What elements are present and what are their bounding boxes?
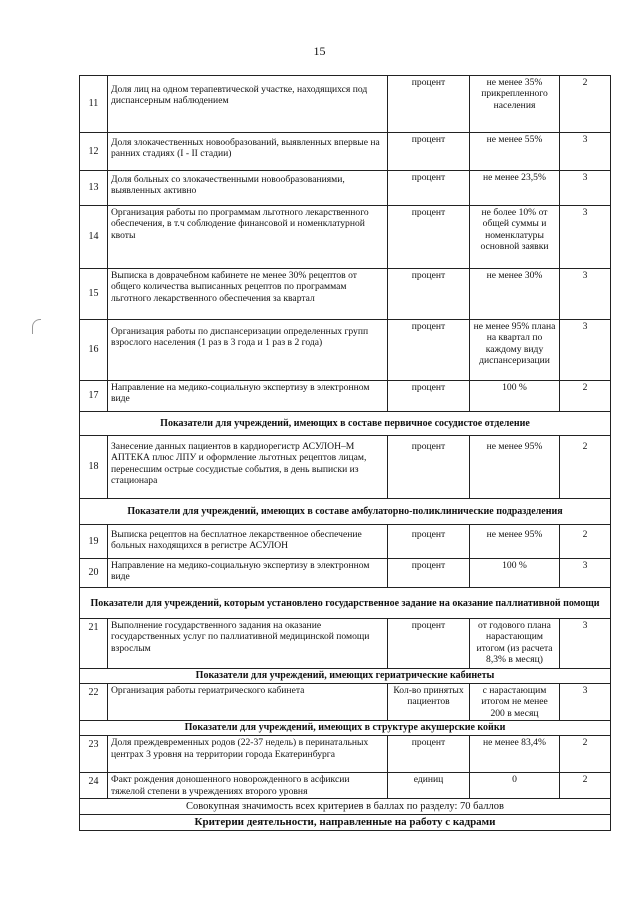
criterion-points: 3	[560, 206, 611, 269]
criteria-table	[79, 75, 611, 831]
criterion-name: Выписка в доврачебном кабинете не менее 30% рецептов от общего количества выписанных рецептов по программам льготного лекарственного обеспечения за квартал	[108, 269, 388, 320]
row-number: 12	[80, 133, 108, 171]
row-number: 16	[80, 320, 108, 381]
criterion-name: Факт рождения доношенного новорожденного в асфиксии тяжелой степени в учреждениях второго уровня	[108, 773, 388, 799]
criterion-points: 3	[560, 559, 611, 588]
row-number: 14	[80, 206, 108, 269]
row-number: 23	[80, 736, 108, 773]
section-heading: Показатели для учреждений, имеющих в составе первичное сосудистое отделение	[80, 412, 611, 436]
table-row	[80, 76, 611, 133]
section-row	[80, 499, 611, 525]
criterion-unit: процент	[388, 436, 470, 499]
section-heading: Показатели для учреждений, которым установлено государственное задание на оказание паллиативной помощи	[80, 588, 611, 619]
table-row	[80, 436, 611, 499]
criterion-unit: процент	[388, 619, 470, 669]
section-heading: Показатели для учреждений, имеющих в структуре акушерские койки	[80, 721, 611, 736]
total-row	[80, 799, 611, 815]
next-section-heading: Критерии деятельности, направленные на работу с кадрами	[80, 815, 611, 831]
criterion-norm: не более 10% от общей суммы и номенклатуры основной заявки	[470, 206, 560, 269]
criterion-points: 3	[560, 133, 611, 171]
criterion-unit: процент	[388, 736, 470, 773]
criterion-name: Организация работы по программам льготного лекарственного обеспечения, в т.ч соблюдение финансовой и номенклатурной квоты	[108, 206, 388, 269]
row-number: 18	[80, 436, 108, 499]
criterion-name: Выписка рецептов на бесплатное лекарственное обеспечение больных находящихся в регистре АСУЛОН	[108, 525, 388, 559]
criterion-points: 3	[560, 619, 611, 669]
criterion-norm: не менее 83,4%	[470, 736, 560, 773]
table-row	[80, 559, 611, 588]
criterion-name: Доля злокачественных новообразований, выявленных впервые на ранних стадиях (I - II стадии)	[108, 133, 388, 171]
criterion-unit: процент	[388, 133, 470, 171]
row-number: 15	[80, 269, 108, 320]
criterion-name: Направление на медико-социальную экспертизу в электронном виде	[108, 559, 388, 588]
table-row	[80, 773, 611, 799]
table-row	[80, 684, 611, 721]
criterion-norm: не менее 95% плана на квартал по каждому виду диспансеризации	[470, 320, 560, 381]
criterion-unit: процент	[388, 171, 470, 206]
criterion-unit: Кол-во принятых пациентов	[388, 684, 470, 721]
table-row	[80, 736, 611, 773]
criterion-norm: 100 %	[470, 381, 560, 412]
section-row	[80, 721, 611, 736]
criterion-name: Организация работы по диспансеризации определенных групп взрослого населения (1 раз в 3 года и 1 раз в 2 года)	[108, 320, 388, 381]
criterion-unit: процент	[388, 76, 470, 133]
row-number: 20	[80, 559, 108, 588]
criterion-points: 3	[560, 684, 611, 721]
criterion-unit: процент	[388, 269, 470, 320]
table-row	[80, 206, 611, 269]
criterion-unit: единиц	[388, 773, 470, 799]
total-score: Совокупная значимость всех критериев в баллах по разделу: 70 баллов	[80, 799, 611, 815]
criterion-norm: 0	[470, 773, 560, 799]
row-number: 11	[80, 76, 108, 133]
criterion-norm: 100 %	[470, 559, 560, 588]
criterion-points: 3	[560, 269, 611, 320]
criterion-norm: не менее 95%	[470, 525, 560, 559]
section-heading: Показатели для учреждений, имеющих гериатрические кабинеты	[80, 669, 611, 684]
criterion-unit: процент	[388, 320, 470, 381]
criterion-norm: от годового плана нарастающим итогом (из расчета 8,3% в месяц)	[470, 619, 560, 669]
section-heading: Показатели для учреждений, имеющих в составе амбулаторно-поликлинические подразделения	[80, 499, 611, 525]
table-row	[80, 269, 611, 320]
criterion-norm: не менее 30%	[470, 269, 560, 320]
table-row	[80, 619, 611, 669]
criterion-points: 3	[560, 171, 611, 206]
row-number: 17	[80, 381, 108, 412]
row-number: 19	[80, 525, 108, 559]
criterion-points: 2	[560, 76, 611, 133]
table-row	[80, 381, 611, 412]
section-row	[80, 815, 611, 831]
criterion-points: 2	[560, 773, 611, 799]
scan-mark	[32, 319, 41, 334]
row-number: 21	[80, 619, 108, 669]
page-number: 15	[313, 44, 326, 58]
criterion-points: 3	[560, 320, 611, 381]
table-row	[80, 320, 611, 381]
table-row	[80, 133, 611, 171]
table-row	[80, 171, 611, 206]
criterion-name: Организация работы гериатрического кабинета	[108, 684, 388, 721]
criterion-unit: процент	[388, 559, 470, 588]
section-row	[80, 412, 611, 436]
criterion-name: Выполнение государственного задания на оказание государственных услуг по паллиативной медицинской помощи взрослым	[108, 619, 388, 669]
row-number: 24	[80, 773, 108, 799]
criterion-norm: не менее 55%	[470, 133, 560, 171]
criterion-name: Доля лиц на одном терапевтической участке, находящихся под диспансерным наблюдением	[108, 76, 388, 133]
criterion-points: 2	[560, 381, 611, 412]
section-row	[80, 669, 611, 684]
criterion-points: 2	[560, 436, 611, 499]
criterion-unit: процент	[388, 206, 470, 269]
criterion-name: Доля больных со злокачественными новообразованиями, выявленных активно	[108, 171, 388, 206]
criterion-unit: процент	[388, 525, 470, 559]
criterion-points: 2	[560, 525, 611, 559]
criterion-norm: с нарастающим итогом не менее 200 в месяц	[470, 684, 560, 721]
criterion-name: Занесение данных пациентов в кардиорегистр АСУЛОН–М АПТЕКА плюс ЛПУ и оформление льготных рецептов лицам, перенесшим острые сосудистые события, в день выписки из стационара	[108, 436, 388, 499]
criterion-norm: не менее 35% прикрепленного населения	[470, 76, 560, 133]
criterion-unit: процент	[388, 381, 470, 412]
table-row	[80, 525, 611, 559]
criterion-name: Направление на медико-социальную экспертизу в электронном виде	[108, 381, 388, 412]
criterion-name: Доля преждевременных родов (22-37 недель) в перинатальных центрах 3 уровня на территории города Екатеринбурга	[108, 736, 388, 773]
criterion-norm: не менее 95%	[470, 436, 560, 499]
row-number: 13	[80, 171, 108, 206]
section-row	[80, 588, 611, 619]
criterion-points: 2	[560, 736, 611, 773]
criterion-norm: не менее 23,5%	[470, 171, 560, 206]
row-number: 22	[80, 684, 108, 721]
